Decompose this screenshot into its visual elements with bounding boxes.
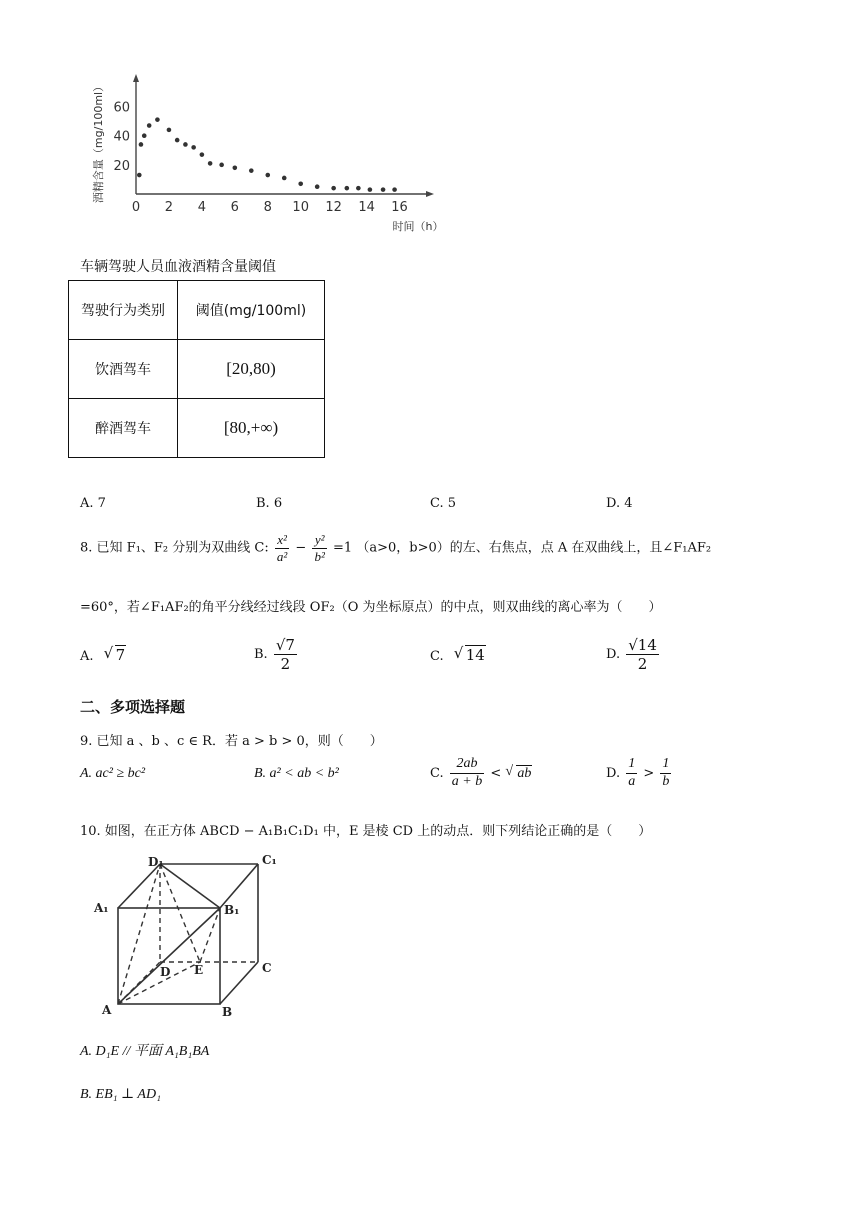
- q9-option-c-label: C.: [430, 765, 444, 781]
- q7-option-d[interactable]: D. 4: [606, 496, 633, 511]
- q8-frac-x-den: a²: [276, 548, 288, 564]
- q8-text2: （a>0，b>0）的左、右焦点，点 A 在双曲线上，且∠F₁AF₂: [356, 540, 712, 556]
- q7-option-a[interactable]: A. 7: [80, 496, 106, 511]
- q9-option-c-lt: <: [490, 765, 502, 781]
- chart-x-tick-label: 16: [391, 200, 408, 215]
- chart-y-tick-label: 40: [113, 129, 130, 145]
- cube-label-d: D: [160, 965, 171, 979]
- chart-point: [392, 187, 397, 192]
- q9-option-c-frac: [450, 756, 484, 791]
- threshold-table: [68, 280, 325, 458]
- chart-point: [233, 165, 238, 170]
- chart-point: [331, 186, 336, 191]
- q8-eq-rest: =1: [333, 540, 353, 556]
- q8-option-b-label: B.: [254, 647, 268, 662]
- cube-label-c1: C₁: [262, 853, 277, 867]
- q9-option-b[interactable]: B. a² < ab < b²: [254, 766, 339, 781]
- chart-point: [155, 117, 160, 122]
- chart-point: [298, 182, 303, 187]
- q8-option-d-frac: [626, 636, 659, 673]
- chart-point: [282, 176, 287, 181]
- q9-option-d[interactable]: [606, 756, 673, 791]
- chart-point: [175, 138, 180, 143]
- chart-xlabel: 时间（h）: [392, 220, 444, 233]
- chart-ylabel: 酒精含量（mg/100ml）: [92, 80, 105, 204]
- chart-point: [345, 186, 350, 191]
- chart-x-tick-label: 4: [197, 200, 207, 215]
- q9-option-a[interactable]: A. ac² ≥ bc²: [80, 766, 146, 781]
- cube-label-b1: B₁: [224, 903, 240, 917]
- chart-point: [191, 145, 196, 150]
- q8-stem-line1: [80, 532, 711, 564]
- chart-x-tick-label: 10: [292, 200, 309, 215]
- table-header-row: [69, 281, 325, 340]
- table-header-range: 阈值(mg/100ml): [178, 281, 325, 340]
- cube-label-e: E: [194, 963, 204, 977]
- q9-stem: 9. 已知 a 、b 、c ∈ R．若 a > b > 0，则（ ）: [80, 734, 383, 749]
- chart-x-tick-label: 14: [358, 200, 375, 215]
- table-caption: 车辆驾驶人员血液酒精含量阈值: [80, 259, 276, 275]
- chart-x-arrow: [426, 191, 434, 197]
- chart-point: [142, 133, 147, 138]
- chart-point: [167, 128, 172, 133]
- q8-minus: −: [295, 540, 307, 556]
- chart-y-tick-label: 20: [113, 158, 130, 174]
- chart-point: [208, 161, 213, 166]
- q8-option-b[interactable]: [254, 636, 299, 673]
- table-row: [69, 399, 325, 458]
- q8-option-c-label: C.: [430, 649, 444, 664]
- chart-point: [183, 142, 188, 147]
- chart-x-tick-label: 0: [131, 200, 141, 215]
- cube-label-a: A: [102, 1003, 112, 1017]
- q8-frac-y: [312, 532, 326, 564]
- chart-x-tick-label: 6: [230, 200, 239, 215]
- cube-label-b: B: [222, 1005, 233, 1019]
- q9-option-d-num1: 1: [626, 756, 637, 774]
- q8-option-a-label: A.: [80, 649, 94, 664]
- chart-point: [139, 142, 144, 147]
- q8-option-d-num: √14: [628, 636, 657, 654]
- chart-x-tick-label: 2: [164, 200, 174, 215]
- q9-option-d-label: D.: [606, 765, 621, 781]
- chart-point: [356, 186, 361, 191]
- section-title: 二、多项选择题: [80, 698, 186, 716]
- q10-option-a[interactable]: A. D₁E // 平面 A₁B₁BA: [80, 1044, 210, 1059]
- q9-option-d-den2: b: [662, 773, 670, 789]
- q8-option-d-den: 2: [637, 655, 648, 673]
- chart-x-tick-label: 12: [325, 200, 342, 215]
- q8-text1: 已知 F₁、F₂ 分别为双曲线 C:: [96, 540, 269, 556]
- chart-point: [219, 163, 224, 168]
- q10-stem: 10. 如图，在正方体 ABCD − A₁B₁C₁D₁ 中，E 是棱 CD 上的动点．则下列结论正确的是（ ）: [80, 824, 652, 839]
- chart-y-arrow: [133, 74, 139, 82]
- q9-option-d-num2: 1: [660, 756, 671, 774]
- q8-option-b-den: 2: [280, 655, 291, 673]
- q8-number: 8.: [80, 540, 93, 556]
- cube-label-c: C: [262, 961, 272, 975]
- chart-points: [137, 117, 397, 192]
- chart-point: [368, 187, 373, 192]
- q9-option-c-rad: ab: [517, 765, 532, 781]
- q9-option-c[interactable]: [430, 756, 532, 791]
- chart-point: [200, 152, 205, 157]
- table-cell-range: [20,80): [178, 340, 325, 399]
- q8-option-c[interactable]: [430, 646, 486, 664]
- q9-option-c-sqrt: [505, 766, 532, 782]
- q9-option-d-frac1: [626, 756, 637, 791]
- table-cell-range: [80,+∞): [178, 399, 325, 458]
- q8-stem-line2: =60°，若∠F₁AF₂的角平分线经过线段 OF₂（O 为坐标原点）的中点，则双曲线的离心率为（ ）: [80, 600, 662, 615]
- q9-option-d-frac2: [660, 756, 671, 791]
- q8-option-c-rad: 14: [465, 646, 485, 664]
- alcohol-scatter-chart: [88, 72, 448, 238]
- q8-frac-x: [275, 532, 289, 564]
- q9-option-d-den1: a: [628, 773, 636, 789]
- q8-option-c-sqrt: [454, 646, 486, 664]
- chart-point: [265, 173, 270, 178]
- q8-option-d-label: D.: [606, 647, 621, 662]
- table-cell-category: 醉酒驾车: [69, 399, 178, 458]
- q8-frac-x-num: x²: [275, 532, 289, 549]
- cube-label-a1: A₁: [94, 901, 109, 915]
- q8-option-b-frac: [274, 636, 297, 673]
- q10-option-b[interactable]: B. EB₁ ⊥ AD₁: [80, 1087, 161, 1102]
- q9-option-c-den: a + b: [451, 773, 483, 789]
- cube-figure: [80, 850, 290, 1020]
- chart-point: [147, 123, 152, 128]
- table-header-category: 驾驶行为类别: [69, 281, 178, 340]
- chart-point: [137, 173, 142, 178]
- q8-frac-y-den: b²: [314, 548, 325, 564]
- table-row: [69, 340, 325, 399]
- q8-option-b-num: √7: [275, 636, 295, 654]
- q9-option-d-gt: >: [643, 765, 655, 781]
- q8-option-a-rad: 7: [115, 646, 126, 664]
- q7-option-c[interactable]: C. 5: [430, 496, 457, 511]
- chart-y-tick-label: 60: [113, 100, 130, 116]
- q8-option-a-sqrt: [104, 646, 127, 664]
- q7-option-b[interactable]: B. 6: [256, 496, 283, 511]
- q8-option-d[interactable]: [606, 636, 661, 673]
- q9-option-c-num: 2ab: [450, 756, 484, 774]
- q8-frac-y-num: y²: [312, 532, 326, 549]
- table-cell-category: 饮酒驾车: [69, 340, 178, 399]
- q8-option-a[interactable]: [80, 646, 126, 664]
- chart-x-tick-label: 8: [263, 200, 272, 215]
- chart-point: [381, 187, 386, 192]
- chart-point: [249, 168, 254, 173]
- chart-point: [315, 184, 320, 189]
- cube-label-d1: D₁: [148, 855, 164, 869]
